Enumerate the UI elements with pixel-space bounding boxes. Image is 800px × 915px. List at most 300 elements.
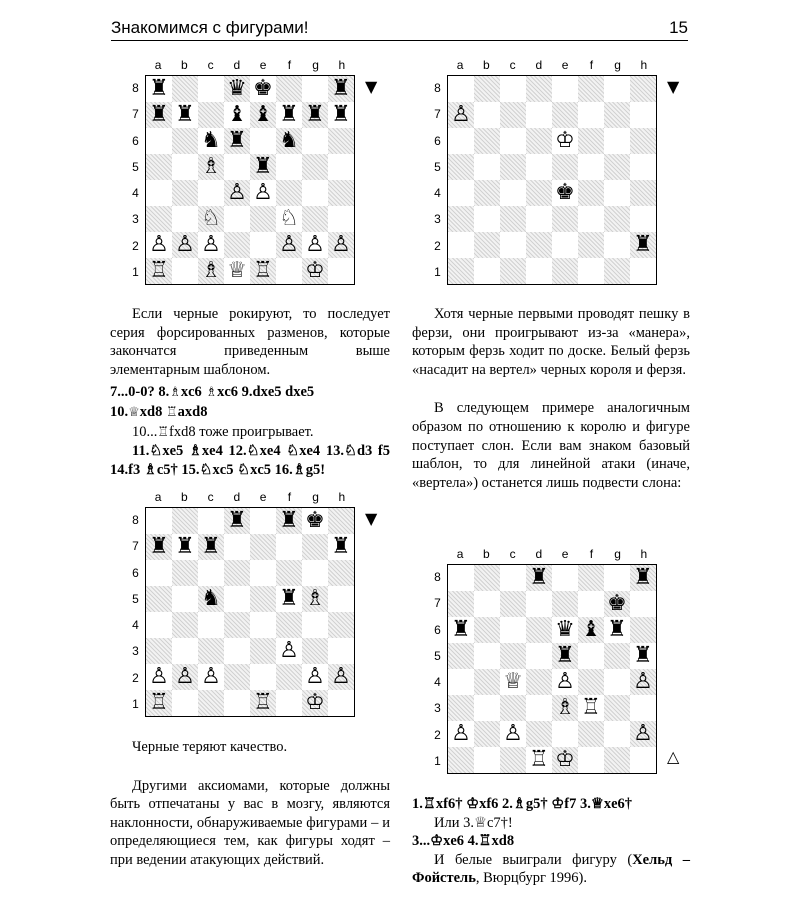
side-to-move-marker: △ bbox=[667, 747, 680, 766]
file-label: b bbox=[483, 547, 490, 561]
black-queen-icon: ♛ bbox=[555, 617, 575, 642]
board-square bbox=[552, 669, 578, 695]
paragraph: Другими аксиомами, которые должны быть отпечатаны у вас в мозгу, являются наклонности, обнаруживаемые фигурами – и определяющиеся тем, как фигуры ходят – при ведении атакующих действий. bbox=[110, 777, 390, 868]
move-text: 10. bbox=[110, 403, 129, 420]
rank-label: 1 bbox=[132, 264, 139, 279]
board-square bbox=[604, 232, 630, 258]
board-square bbox=[604, 180, 630, 206]
rank-label: 2 bbox=[132, 238, 139, 253]
white-bishop-icon: ♗ bbox=[555, 695, 575, 720]
board-square bbox=[328, 534, 354, 560]
board-square bbox=[172, 508, 198, 534]
black-rook-icon: ♜ bbox=[331, 76, 351, 101]
board-square bbox=[302, 508, 328, 534]
board-square bbox=[224, 128, 250, 154]
board-square bbox=[302, 76, 328, 102]
board-square bbox=[630, 232, 656, 258]
board-square bbox=[276, 560, 302, 586]
board-square bbox=[474, 591, 500, 617]
board-square bbox=[630, 76, 656, 102]
black-king-icon: ♚ bbox=[607, 591, 627, 616]
board-square bbox=[250, 232, 276, 258]
rank-label: 7 bbox=[434, 596, 441, 611]
board-square bbox=[328, 102, 354, 128]
file-label: h bbox=[640, 58, 648, 72]
board-square bbox=[224, 232, 250, 258]
board-square bbox=[250, 258, 276, 284]
rook-figurine: ♖ bbox=[157, 424, 170, 440]
black-bishop-icon: ♝ bbox=[253, 102, 273, 127]
black-rook-icon: ♜ bbox=[149, 102, 169, 127]
note-text: fxd8 тоже проигрывает. bbox=[169, 423, 314, 440]
board-square bbox=[250, 586, 276, 612]
black-rook-icon: ♜ bbox=[201, 534, 221, 559]
board-square bbox=[276, 612, 302, 638]
file-label: g bbox=[614, 547, 621, 561]
board-square bbox=[172, 180, 198, 206]
black-rook-icon: ♜ bbox=[149, 534, 169, 559]
white-king-icon: ♔ bbox=[305, 690, 325, 715]
board-square bbox=[276, 586, 302, 612]
white-pawn-icon: ♙ bbox=[201, 664, 221, 689]
board-square bbox=[448, 643, 474, 669]
board-square bbox=[146, 154, 172, 180]
file-label: e bbox=[259, 490, 267, 504]
rank-label: 5 bbox=[434, 159, 441, 174]
white-rook-icon: ♖ bbox=[253, 690, 273, 715]
board-square bbox=[500, 206, 526, 232]
board-square bbox=[500, 154, 526, 180]
board-square bbox=[146, 690, 172, 716]
board-square bbox=[328, 206, 354, 232]
side-to-move-marker: ▼ bbox=[365, 509, 378, 528]
board-square bbox=[526, 747, 552, 773]
rank-label: 4 bbox=[434, 186, 441, 201]
board-square bbox=[198, 154, 224, 180]
board-square bbox=[172, 154, 198, 180]
black-rook-icon: ♜ bbox=[227, 128, 247, 153]
board-square bbox=[630, 102, 656, 128]
board-square bbox=[172, 664, 198, 690]
board-square bbox=[276, 76, 302, 102]
white-king-icon: ♔ bbox=[305, 258, 325, 283]
file-label: e bbox=[561, 547, 569, 561]
left-text-block-2 bbox=[110, 738, 390, 870]
white-king-icon: ♔ bbox=[555, 128, 575, 153]
rank-label: 3 bbox=[434, 701, 441, 716]
side-to-move-marker: ▼ bbox=[365, 77, 378, 96]
board-square bbox=[604, 206, 630, 232]
board-square bbox=[276, 206, 302, 232]
board-square bbox=[276, 180, 302, 206]
board-square bbox=[448, 232, 474, 258]
board-square bbox=[198, 76, 224, 102]
board-square bbox=[172, 232, 198, 258]
board-square bbox=[604, 591, 630, 617]
rank-label: 1 bbox=[434, 753, 441, 768]
board-square bbox=[276, 638, 302, 664]
board-square bbox=[198, 586, 224, 612]
file-label: g bbox=[614, 58, 621, 72]
board-square bbox=[302, 586, 328, 612]
board-square bbox=[526, 206, 552, 232]
board-square bbox=[578, 643, 604, 669]
board-square bbox=[474, 747, 500, 773]
white-knight-icon: ♘ bbox=[201, 206, 221, 231]
board-square bbox=[630, 206, 656, 232]
board-square bbox=[604, 695, 630, 721]
white-pawn-icon: ♙ bbox=[149, 232, 169, 257]
diagram-caption: Черные теряют качество. bbox=[132, 739, 288, 755]
board-square bbox=[630, 128, 656, 154]
board-square bbox=[250, 690, 276, 716]
board-square bbox=[172, 206, 198, 232]
board-square bbox=[630, 747, 656, 773]
rank-label: 2 bbox=[434, 238, 441, 253]
board-square bbox=[500, 643, 526, 669]
board-square bbox=[474, 76, 500, 102]
board-square bbox=[604, 565, 630, 591]
file-label: f bbox=[589, 547, 594, 561]
board-square bbox=[146, 206, 172, 232]
rank-label: 3 bbox=[132, 212, 139, 227]
black-rook-icon: ♜ bbox=[253, 154, 273, 179]
white-rook-icon: ♖ bbox=[253, 258, 273, 283]
white-pawn-icon: ♙ bbox=[279, 638, 299, 663]
board-square bbox=[552, 643, 578, 669]
file-label: h bbox=[338, 58, 346, 72]
board-square bbox=[276, 154, 302, 180]
file-label: c bbox=[509, 547, 516, 561]
rank-label: 4 bbox=[132, 618, 139, 633]
rank-label: 7 bbox=[434, 107, 441, 122]
rank-label: 1 bbox=[132, 696, 139, 711]
board-square bbox=[302, 534, 328, 560]
chess-board bbox=[145, 507, 355, 717]
white-pawn-icon: ♙ bbox=[227, 180, 247, 205]
board-square bbox=[172, 586, 198, 612]
board-square bbox=[198, 612, 224, 638]
board-square bbox=[552, 617, 578, 643]
board-square bbox=[474, 669, 500, 695]
queen-figurine: ♕ bbox=[128, 404, 140, 420]
white-queen-icon: ♕ bbox=[227, 258, 247, 283]
board-square bbox=[474, 565, 500, 591]
rank-label: 8 bbox=[434, 570, 441, 585]
board-square bbox=[172, 534, 198, 560]
rank-label: 2 bbox=[434, 727, 441, 742]
board-square bbox=[474, 617, 500, 643]
white-pawn-icon: ♙ bbox=[503, 721, 523, 746]
board-square bbox=[526, 154, 552, 180]
board-square bbox=[500, 747, 526, 773]
board-square bbox=[604, 617, 630, 643]
black-rook-icon: ♜ bbox=[279, 102, 299, 127]
board-square bbox=[474, 206, 500, 232]
black-rook-icon: ♜ bbox=[279, 508, 299, 533]
paragraph: Если черные рокируют, то последует серия форсированных разменов, которые закончатся приведенным выше элементарным шаблоном. bbox=[110, 306, 390, 378]
file-label: h bbox=[640, 547, 648, 561]
board-square bbox=[328, 258, 354, 284]
bishop-figurine: ♗ bbox=[169, 385, 181, 401]
board-square bbox=[224, 206, 250, 232]
board-square bbox=[526, 643, 552, 669]
black-rook-icon: ♜ bbox=[633, 643, 653, 668]
white-pawn-icon: ♙ bbox=[175, 664, 195, 689]
rank-label: 3 bbox=[132, 644, 139, 659]
board-square bbox=[302, 232, 328, 258]
board-square bbox=[474, 102, 500, 128]
board-square bbox=[250, 76, 276, 102]
board-square bbox=[552, 154, 578, 180]
board-square bbox=[198, 180, 224, 206]
board-square bbox=[250, 560, 276, 586]
rank-label: 8 bbox=[132, 81, 139, 96]
board-square bbox=[604, 154, 630, 180]
board-square bbox=[630, 258, 656, 284]
conclusion-text: , Вюрцбург 1996). bbox=[475, 870, 587, 887]
board-square bbox=[328, 638, 354, 664]
board-square bbox=[328, 128, 354, 154]
board-square bbox=[224, 690, 250, 716]
file-label: a bbox=[154, 58, 162, 72]
rank-label: 8 bbox=[132, 513, 139, 528]
board-square bbox=[448, 154, 474, 180]
board-square bbox=[224, 508, 250, 534]
board-square bbox=[224, 638, 250, 664]
file-label: f bbox=[287, 490, 292, 504]
board-square bbox=[146, 180, 172, 206]
white-pawn-icon: ♙ bbox=[633, 669, 653, 694]
note-line: Или 3.♕c7†! bbox=[434, 814, 513, 831]
rank-label: 2 bbox=[132, 670, 139, 685]
board-square bbox=[578, 565, 604, 591]
board-square bbox=[250, 206, 276, 232]
board-square bbox=[500, 258, 526, 284]
board-square bbox=[526, 128, 552, 154]
board-square bbox=[474, 695, 500, 721]
board-square bbox=[578, 617, 604, 643]
board-square bbox=[224, 102, 250, 128]
file-label: c bbox=[207, 490, 214, 504]
board-square bbox=[578, 721, 604, 747]
board-square bbox=[526, 565, 552, 591]
move-line: 1.♖xf6† ♔xf6 2.♗g5† ♔f7 3.♕xe6† bbox=[412, 796, 633, 812]
file-label: d bbox=[233, 490, 241, 504]
move-text: xd8 bbox=[139, 403, 166, 420]
rank-label: 8 bbox=[434, 81, 441, 96]
file-label: a bbox=[456, 58, 464, 72]
board-square bbox=[448, 258, 474, 284]
board-square bbox=[500, 565, 526, 591]
running-title: Знакомимся с фигурами! bbox=[111, 18, 309, 37]
board-square bbox=[198, 206, 224, 232]
black-rook-icon: ♜ bbox=[633, 565, 653, 590]
white-pawn-icon: ♙ bbox=[201, 232, 221, 257]
board-square bbox=[276, 128, 302, 154]
paragraph: В следующем примере аналогичным образом по отношению к королю и фигуре поступает слон. Если вам знаком базовый шаблон, то для линейной атаки (иначе, «вертела») останется лишь подвести слона: bbox=[412, 400, 690, 491]
black-rook-icon: ♜ bbox=[451, 617, 471, 642]
file-label: d bbox=[535, 547, 543, 561]
board-square bbox=[146, 638, 172, 664]
board-square bbox=[302, 180, 328, 206]
file-label: e bbox=[259, 58, 267, 72]
black-rook-icon: ♜ bbox=[279, 586, 299, 611]
board-square bbox=[630, 565, 656, 591]
board-square bbox=[146, 560, 172, 586]
conclusion-text: И белые выиграли фигуру ( bbox=[434, 851, 633, 868]
file-label: f bbox=[287, 58, 292, 72]
board-square bbox=[500, 232, 526, 258]
board-square bbox=[198, 102, 224, 128]
board-square bbox=[448, 695, 474, 721]
rank-label: 6 bbox=[434, 622, 441, 637]
board-square bbox=[198, 664, 224, 690]
board-square bbox=[630, 617, 656, 643]
board-square bbox=[224, 154, 250, 180]
board-square bbox=[146, 102, 172, 128]
board-square bbox=[302, 258, 328, 284]
board-square bbox=[500, 591, 526, 617]
board-square bbox=[146, 232, 172, 258]
white-rook-icon: ♖ bbox=[149, 690, 169, 715]
game-players: Хельд – Фойстель bbox=[412, 851, 691, 887]
board-square bbox=[276, 102, 302, 128]
board-square bbox=[448, 591, 474, 617]
board-square bbox=[630, 695, 656, 721]
board-square bbox=[526, 102, 552, 128]
note-text: 10... bbox=[132, 423, 158, 440]
white-rook-icon: ♖ bbox=[581, 695, 601, 720]
white-pawn-icon: ♙ bbox=[279, 232, 299, 257]
file-label: a bbox=[154, 490, 162, 504]
board-square bbox=[474, 128, 500, 154]
move-line: 11.♘xe5 ♗xe4 12.♘xe4 ♘xe4 13.♘d3 f5 14.f3 ♗c5† 15.♘xc5 ♘xc5 16.♗g5! bbox=[110, 443, 390, 478]
rank-label: 3 bbox=[434, 212, 441, 227]
board-square bbox=[146, 128, 172, 154]
board-square bbox=[630, 154, 656, 180]
white-pawn-icon: ♙ bbox=[175, 232, 195, 257]
board-square bbox=[500, 180, 526, 206]
board-square bbox=[250, 154, 276, 180]
board-square bbox=[276, 690, 302, 716]
board-square bbox=[474, 721, 500, 747]
board-square bbox=[630, 721, 656, 747]
board-square bbox=[604, 102, 630, 128]
right-text-block-2 bbox=[412, 795, 690, 888]
board-square bbox=[224, 586, 250, 612]
board-square bbox=[526, 617, 552, 643]
board-square bbox=[198, 690, 224, 716]
board-square bbox=[448, 206, 474, 232]
board-square bbox=[526, 76, 552, 102]
black-rook-icon: ♜ bbox=[331, 102, 351, 127]
black-queen-icon: ♛ bbox=[227, 76, 247, 101]
board-square bbox=[250, 508, 276, 534]
board-square bbox=[552, 76, 578, 102]
black-rook-icon: ♜ bbox=[555, 643, 575, 668]
board-square bbox=[224, 664, 250, 690]
board-square bbox=[328, 76, 354, 102]
board-square bbox=[198, 128, 224, 154]
bishop-figurine: ♗ bbox=[205, 385, 218, 401]
black-bishop-icon: ♝ bbox=[227, 102, 247, 127]
board-square bbox=[198, 258, 224, 284]
board-square bbox=[250, 102, 276, 128]
board-square bbox=[474, 232, 500, 258]
board-square bbox=[578, 180, 604, 206]
rank-label: 5 bbox=[132, 591, 139, 606]
board-square bbox=[250, 664, 276, 690]
board-square bbox=[302, 154, 328, 180]
board-square bbox=[302, 612, 328, 638]
paragraph: Хотя черные первыми проводят пешку в ферзи, они проигрывают из-за «манера», которым ферзь ходит по доске. Белый ферзь «насадит на вертел» черных короля и ферзя. bbox=[412, 306, 690, 378]
board-square bbox=[172, 128, 198, 154]
side-to-move-marker: ▼ bbox=[667, 77, 680, 96]
move-line bbox=[110, 383, 390, 403]
move-text: axd8 bbox=[177, 403, 208, 420]
black-rook-icon: ♜ bbox=[227, 508, 247, 533]
board-square bbox=[604, 747, 630, 773]
file-label: g bbox=[312, 58, 319, 72]
board-square bbox=[526, 232, 552, 258]
black-rook-icon: ♜ bbox=[331, 534, 351, 559]
board-square bbox=[172, 638, 198, 664]
page-header bbox=[111, 12, 688, 41]
black-king-icon: ♚ bbox=[555, 180, 575, 205]
board-square bbox=[474, 643, 500, 669]
board-square bbox=[302, 128, 328, 154]
board-square bbox=[146, 586, 172, 612]
board-square bbox=[250, 612, 276, 638]
left-text-block bbox=[110, 305, 390, 479]
white-pawn-icon: ♙ bbox=[149, 664, 169, 689]
board-square bbox=[146, 664, 172, 690]
board-square bbox=[328, 154, 354, 180]
white-bishop-icon: ♗ bbox=[201, 258, 221, 283]
board-square bbox=[448, 180, 474, 206]
white-rook-icon: ♖ bbox=[529, 747, 549, 772]
move-line bbox=[110, 403, 390, 423]
board-square bbox=[552, 721, 578, 747]
white-queen-icon: ♕ bbox=[503, 669, 523, 694]
board-square bbox=[500, 128, 526, 154]
file-label: h bbox=[338, 490, 346, 504]
board-square bbox=[146, 612, 172, 638]
black-knight-icon: ♞ bbox=[279, 128, 299, 153]
black-rook-icon: ♜ bbox=[529, 565, 549, 590]
board-square bbox=[146, 534, 172, 560]
board-square bbox=[198, 534, 224, 560]
board-square bbox=[500, 721, 526, 747]
note-line bbox=[110, 423, 390, 443]
black-rook-icon: ♜ bbox=[305, 102, 325, 127]
chess-board bbox=[145, 75, 355, 285]
board-square bbox=[500, 76, 526, 102]
board-square bbox=[500, 695, 526, 721]
chess-board bbox=[447, 75, 657, 285]
board-square bbox=[146, 508, 172, 534]
file-label: a bbox=[456, 547, 464, 561]
board-square bbox=[630, 180, 656, 206]
board-square bbox=[604, 128, 630, 154]
rank-label: 7 bbox=[132, 539, 139, 554]
board-square bbox=[526, 180, 552, 206]
file-label: d bbox=[535, 58, 543, 72]
page-number: 15 bbox=[669, 18, 688, 37]
board-square bbox=[578, 206, 604, 232]
board-square bbox=[526, 669, 552, 695]
